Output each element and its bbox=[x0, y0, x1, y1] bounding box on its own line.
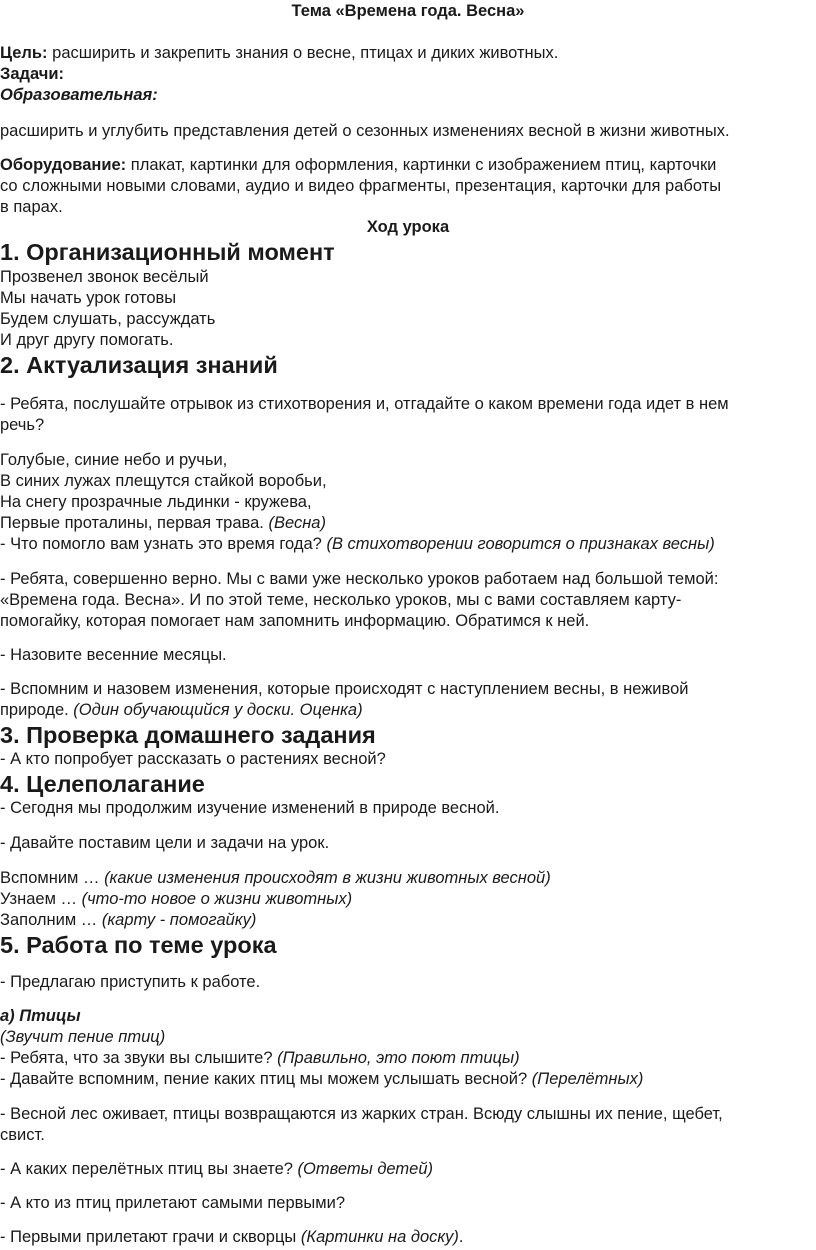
tasks-label: Задачи: bbox=[0, 65, 64, 83]
poem-line bbox=[0, 513, 326, 534]
paragraph-line bbox=[0, 700, 363, 721]
question-line bbox=[0, 1048, 520, 1069]
section-3-heading: 3. Проверка домашнего задания bbox=[0, 722, 376, 748]
poem-line: Прозвенел звонок весёлый bbox=[0, 268, 209, 286]
poem-text: Первые проталины, первая трава. bbox=[0, 514, 269, 532]
paragraph-line: - Ребята, послушайте отрывок из стихотворения и, отгадайте о каком времени года идет в нем bbox=[0, 395, 729, 413]
question-line bbox=[0, 534, 715, 555]
section-1-heading: 1. Организационный момент bbox=[0, 239, 335, 265]
paragraph-line: речь? bbox=[0, 416, 45, 434]
poem-line: Мы начать урок готовы bbox=[0, 289, 177, 307]
section-4-heading: 4. Целеполагание bbox=[0, 771, 205, 797]
equipment-line-1 bbox=[0, 155, 716, 176]
goal-item bbox=[0, 868, 551, 889]
paragraph-line: - А кто попробует рассказать о растениях весной? bbox=[0, 750, 386, 768]
question-line bbox=[0, 1227, 464, 1248]
section-5-heading: 5. Работа по теме урока bbox=[0, 932, 277, 958]
paragraph-line: - Ребята, совершенно верно. Мы с вами уже несколько уроков работаем над большой темой: bbox=[0, 570, 719, 588]
equipment-text: плакат, картинки для оформления, картинки с изображением птиц, карточки bbox=[126, 156, 717, 174]
paragraph-line: - Весной лес оживает, птицы возвращаются из жарких стран. Всюду слышны их пение, щебет, bbox=[0, 1105, 723, 1123]
poem-line: Голубые, синие небо и ручьи, bbox=[0, 451, 228, 469]
goal-item-text: Вспомним … bbox=[0, 869, 105, 887]
educational-text: расширить и углубить представления детей о сезонных изменениях весной в жизни животных. bbox=[0, 122, 730, 140]
question-text: - А каких перелётных птиц вы знаете? bbox=[0, 1160, 298, 1178]
poem-line: Будем слушать, рассуждать bbox=[0, 310, 216, 328]
paragraph-text: природе. bbox=[0, 701, 74, 719]
question-line bbox=[0, 1069, 643, 1090]
educational-label: Образовательная: bbox=[0, 86, 158, 104]
goal-text: расширить и закрепить знания о весне, птицах и диких животных. bbox=[47, 44, 559, 62]
poem-answer: (Весна) bbox=[268, 514, 326, 532]
poem-line: На снегу прозрачные льдинки - кружева, bbox=[0, 493, 312, 511]
question-line bbox=[0, 1159, 433, 1180]
paragraph-line: - А кто из птиц прилетают самыми первыми? bbox=[0, 1194, 346, 1212]
subsection-heading: а) Птицы bbox=[0, 1007, 81, 1025]
goal-line bbox=[0, 43, 558, 64]
question-answer: (Ответы детей) bbox=[297, 1160, 434, 1178]
question-text: - Первыми прилетают грачи и скворцы bbox=[0, 1228, 301, 1246]
question-answer: (В стихотворении говорится о признаках весны) bbox=[326, 535, 715, 553]
goal-item-note: (какие изменения происходят в жизни животных весной) bbox=[104, 869, 551, 887]
goal-label: Цель: bbox=[0, 44, 48, 62]
goal-item bbox=[0, 889, 352, 910]
poem-line: И друг другу помогать. bbox=[0, 331, 174, 349]
paragraph-note: (Один обучающийся у доски. Оценка) bbox=[73, 701, 363, 719]
goal-item-text: Узнаем … bbox=[0, 890, 82, 908]
paragraph-line: - Вспомним и назовем изменения, которые происходят с наступлением весны, в неживой bbox=[0, 680, 689, 698]
lesson-heading: Ход урока bbox=[366, 218, 450, 236]
paragraph-line: - Назовите весенние месяцы. bbox=[0, 646, 227, 664]
question-answer: (Картинки на доску) bbox=[300, 1228, 459, 1246]
paragraph-line: «Времена года. Весна». И по этой теме, несколько уроков, мы с вами составляем карту- bbox=[0, 591, 682, 609]
goal-item-note: (карту - помогайку) bbox=[101, 911, 257, 929]
poem-line: В синих лужах плещутся стайкой воробьи, bbox=[0, 472, 327, 490]
question-text: - Ребята, что за звуки вы слышите? bbox=[0, 1049, 278, 1067]
stage-direction: (Звучит пение птиц) bbox=[0, 1028, 166, 1046]
paragraph-line: - Сегодня мы продолжим изучение изменений в природе весной. bbox=[0, 799, 500, 817]
paragraph-line: - Давайте поставим цели и задачи на урок. bbox=[0, 834, 330, 852]
equipment-line-3: в парах. bbox=[0, 198, 63, 216]
paragraph-line: свист. bbox=[0, 1126, 45, 1144]
question-answer: (Правильно, это поют птицы) bbox=[277, 1049, 520, 1067]
punctuation: . bbox=[458, 1228, 464, 1246]
equipment-label: Оборудование: bbox=[0, 156, 127, 174]
paragraph-line: помогайку, которая помогает нам запомнить информацию. Обратимся к ней. bbox=[0, 612, 590, 630]
question-answer: (Перелётных) bbox=[531, 1070, 644, 1088]
goal-item-note: (что-то новое о жизни животных) bbox=[81, 890, 353, 908]
goal-item-text: Заполним … bbox=[0, 911, 102, 929]
question-text: - Давайте вспомним, пение каких птиц мы можем услышать весной? bbox=[0, 1070, 532, 1088]
section-2-heading: 2. Актуализация знаний bbox=[0, 352, 278, 378]
document-title: Тема «Времена года. Весна» bbox=[291, 2, 525, 20]
goal-item bbox=[0, 910, 256, 931]
paragraph-line: - Предлагаю приступить к работе. bbox=[0, 973, 261, 991]
question-text: - Что помогло вам узнать это время года? bbox=[0, 535, 327, 553]
equipment-line-2: со сложными новыми словами, аудио и видео фрагменты, презентация, карточки для работы bbox=[0, 177, 722, 195]
